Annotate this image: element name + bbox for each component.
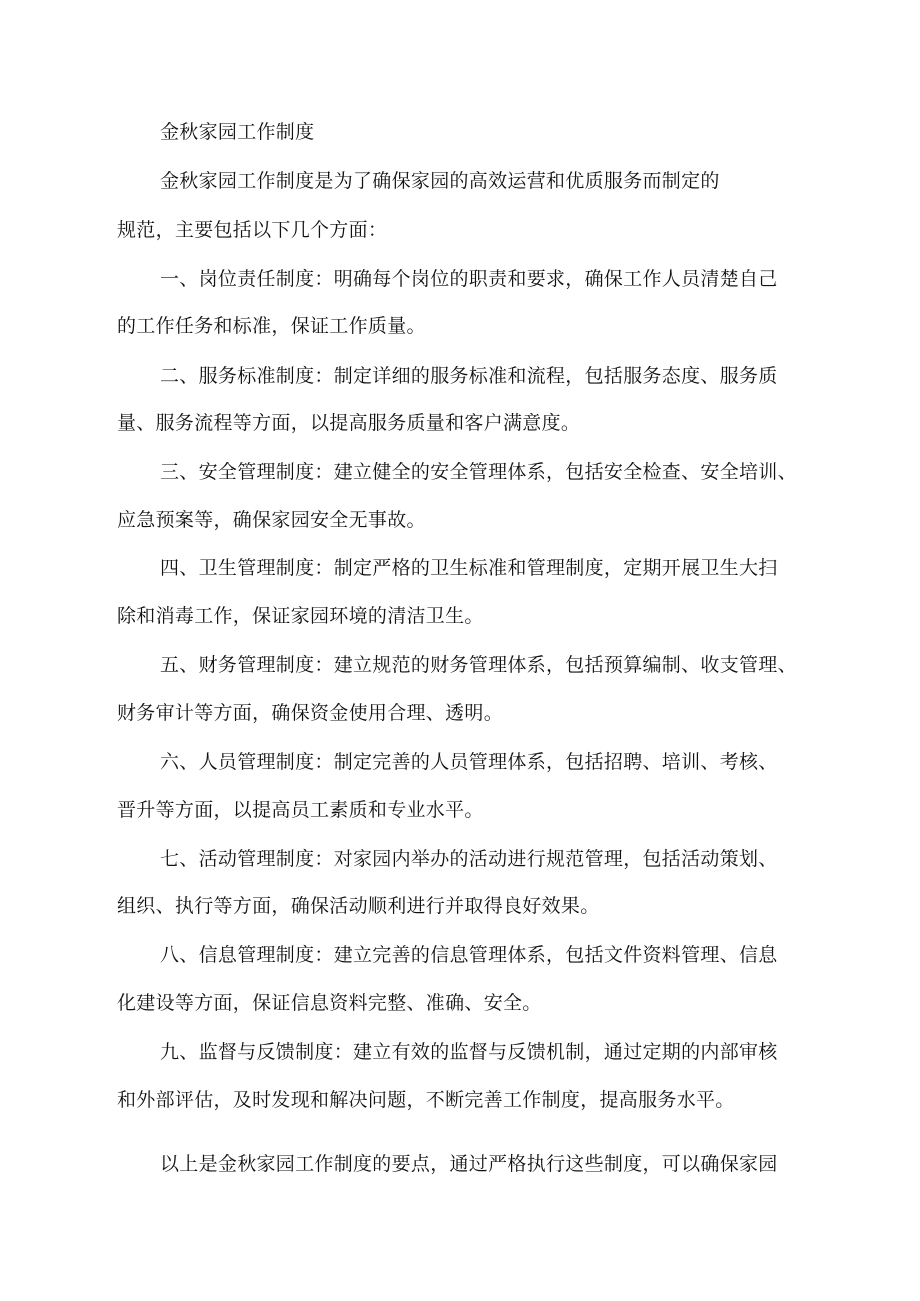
item-4-line-2: 除和消毒工作，保证家园环境的清洁卫生。 — [117, 605, 484, 627]
item-6-line-1: 六、人员管理制度：制定完善的人员管理体系，包括招聘、培训、考核、 — [160, 751, 778, 773]
item-5-line-2: 财务审计等方面，确保资金使用合理、透明。 — [117, 702, 504, 724]
closing-line-1: 以上是金秋家园工作制度的要点，通过严格执行这些制度，可以确保家园 — [160, 1153, 778, 1175]
item-8-line-1: 八、信息管理制度：建立完善的信息管理体系，包括文件资料管理、信息 — [160, 944, 778, 966]
item-7-line-1: 七、活动管理制度：对家园内举办的活动进行规范管理，包括活动策划、 — [160, 848, 778, 870]
item-1-line-2: 的工作任务和标准，保证工作质量。 — [117, 315, 426, 337]
intro-line-2: 规范，主要包括以下几个方面： — [117, 219, 388, 241]
page-title: 金秋家园工作制度 — [160, 121, 315, 143]
item-8-line-2: 化建设等方面，保证信息资料完整、准确、安全。 — [117, 992, 542, 1014]
item-9-line-1: 九、监督与反馈制度：建立有效的监督与反馈机制，通过定期的内部审核 — [160, 1041, 778, 1063]
item-2-line-2: 量、服务流程等方面，以提高服务质量和客户满意度。 — [117, 412, 581, 434]
intro-line-1: 金秋家园工作制度是为了确保家园的高效运营和优质服务而制定的 — [160, 170, 720, 192]
item-4-line-1: 四、卫生管理制度：制定严格的卫生标准和管理制度，定期开展卫生大扫 — [160, 557, 778, 579]
item-1-line-1: 一、岗位责任制度：明确每个岗位的职责和要求，确保工作人员清楚自己 — [160, 268, 778, 290]
item-5-line-1: 五、财务管理制度：建立规范的财务管理体系，包括预算编制、收支管理、 — [160, 654, 797, 676]
item-2-line-1: 二、服务标准制度：制定详细的服务标准和流程，包括服务态度、服务质 — [160, 365, 778, 387]
item-7-line-2: 组织、执行等方面，确保活动顺利进行并取得良好效果。 — [117, 895, 600, 917]
item-3-line-2: 应急预案等，确保家园安全无事故。 — [117, 509, 426, 531]
item-3-line-1: 三、安全管理制度：建立健全的安全管理体系，包括安全检查、安全培训、 — [160, 461, 797, 483]
item-9-line-2: 和外部评估，及时发现和解决问题，不断完善工作制度，提高服务水平。 — [117, 1089, 735, 1111]
item-6-line-2: 晋升等方面，以提高员工素质和专业水平。 — [117, 799, 484, 821]
